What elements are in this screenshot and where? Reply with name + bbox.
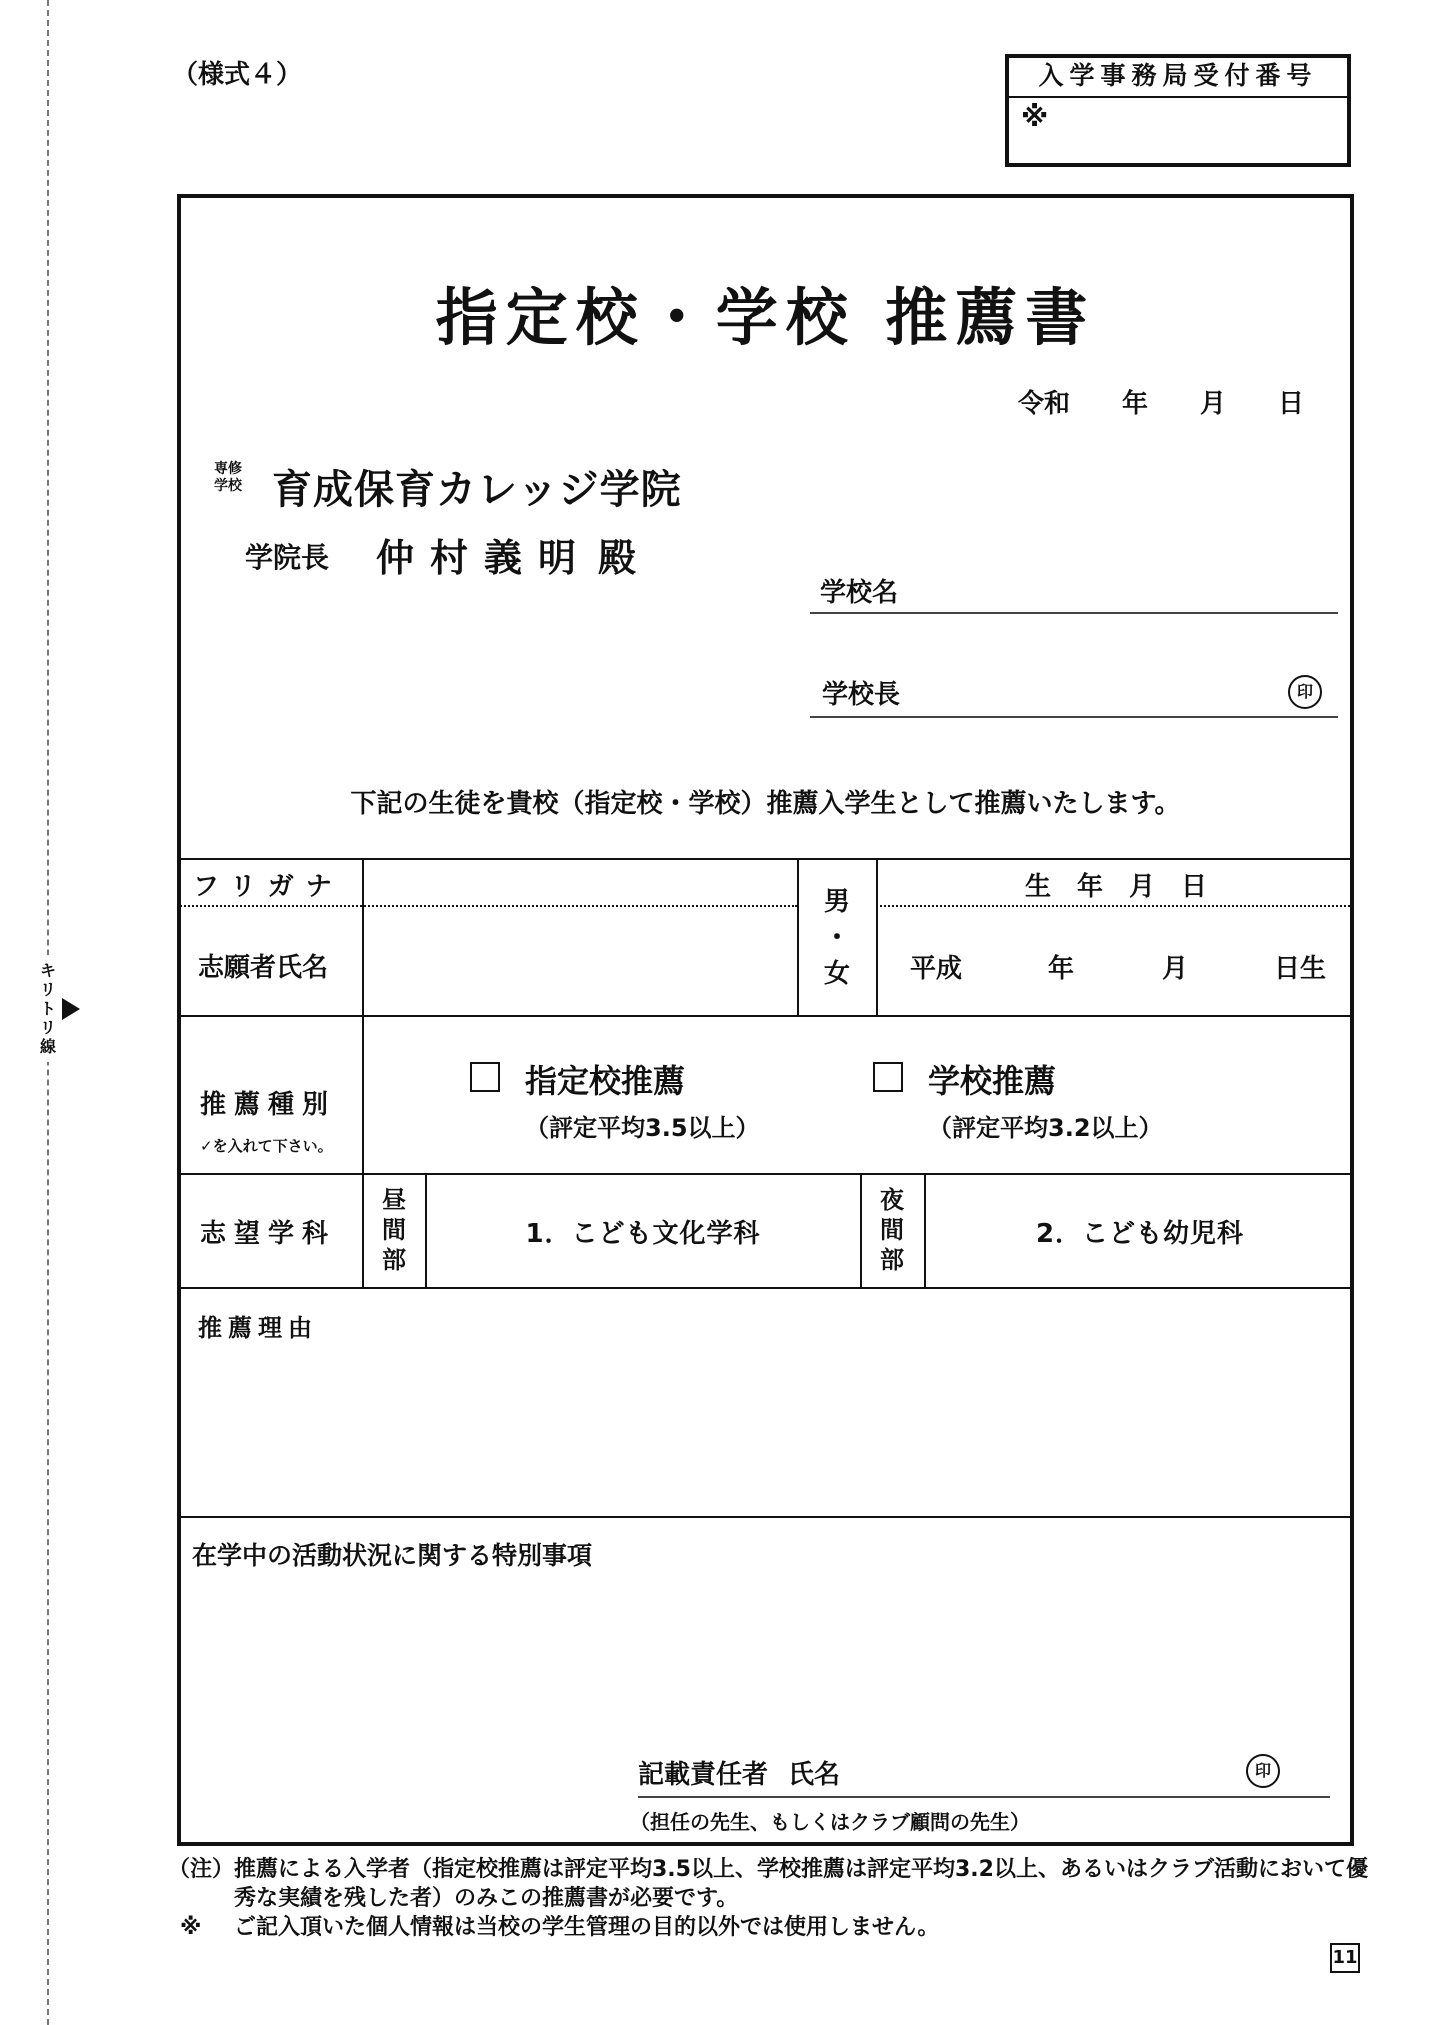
sex-selector[interactable] [799,884,875,992]
cut-line-label: キリトリ線 [36,955,60,1062]
note-mark: ※ [180,1915,202,1940]
school-type-tag [214,461,242,495]
applicant-name-label: 志願者氏名 [198,953,329,983]
day-char-2: 間 [382,1216,406,1244]
honorific: 殿 [598,536,653,580]
name-row-bottom [177,1015,1354,1017]
writer-seal-icon: 印 [1246,1754,1280,1788]
date-month: 月 [1200,389,1227,419]
night-char-2: 間 [880,1216,904,1244]
recipient-principal-name [376,527,652,582]
date-year: 年 [1122,389,1149,419]
night-char-1: 夜 [880,1186,904,1214]
writer-name-field[interactable] [638,1754,1330,1798]
night-label-left-line [860,1173,862,1287]
writer-note: （担任の先生、もしくはクラブ顧問の先生） [630,1810,1030,1834]
school-type-line1: 専修 [214,461,242,477]
note-mark: （注） [168,1857,235,1882]
recipient-school-name: 育成保育カレッジ学院 [272,467,682,513]
reason-row-bottom [177,1516,1354,1518]
note-text: 推薦による入学者（指定校推薦は評定平均3.5以上、学校推薦は評定平均3.2以上、あるいはクラブ活動において優秀な実績を残した者）のみこの推薦書が必要です。 [234,1857,1368,1911]
applicant-name-input[interactable] [364,907,796,1013]
date-day: 日 [1278,389,1305,419]
department-label: 志望学科 [200,1219,337,1249]
date-field[interactable] [1018,383,1304,420]
furigana-input[interactable] [364,860,796,904]
recommend-type-label: 推薦種別 [200,1090,337,1120]
school-type-line2: 学校 [214,478,242,494]
night-char-3: 部 [880,1246,904,1274]
birth-header: 生 年 月 日 [1024,872,1207,902]
writer-name-label: 氏名 [788,1760,841,1790]
receipt-number-box[interactable] [1005,54,1351,167]
intro-text: 下記の生徒を貴校（指定校・学校）推薦入学生として推薦いたします。 [350,789,1181,819]
school-recommend-label: 学校推薦 [928,1062,1057,1100]
designated-school-criteria: （評定平均3.5以上） [525,1114,760,1142]
sender-principal-label: 学校長 [822,680,901,710]
birth-date-field[interactable] [878,907,1354,1013]
night-division-label [878,1185,906,1275]
recommend-row-bottom [177,1173,1354,1175]
activities-label: 在学中の活動状況に関する特別事項 [192,1541,593,1570]
school-recommend-criteria: （評定平均3.2以上） [928,1114,1163,1142]
designated-school-label: 指定校推薦 [525,1062,686,1100]
department-row-bottom [177,1287,1354,1289]
sender-seal-icon: 印 [1288,675,1322,709]
notes [168,1855,1368,1942]
sex-separator: ・ [823,923,850,953]
sex-female[interactable]: 女 [823,959,850,989]
document-title: 指定校・学校 推薦書 [435,281,1096,354]
page-number: 11 [1330,1943,1360,1973]
reason-textarea[interactable] [181,1340,1350,1514]
writer-label: 記載責任者 [638,1760,769,1790]
designated-school-checkbox[interactable] [470,1062,500,1092]
sender-school-name-field[interactable] [810,572,1338,614]
day-course-option[interactable]: 1．こども文化学科 [525,1219,761,1249]
recommend-type-note: ✓を入れて下さい。 [200,1137,333,1155]
receipt-number-mark: ※ [1021,100,1049,133]
school-recommend-checkbox[interactable] [873,1062,903,1092]
note-item [168,1855,1368,1913]
recipient-principal-title: 学院長 [245,541,330,574]
day-division-label [380,1185,408,1275]
night-course-option[interactable]: 2．こども幼児科 [1035,1219,1245,1249]
sender-school-name-label: 学校名 [820,578,899,608]
date-era: 令和 [1018,389,1071,419]
birth-day-suffix: 日生 [1274,954,1327,984]
birth-year: 年 [1048,954,1075,984]
birth-era: 平成 [910,954,963,984]
day-char-1: 昼 [382,1186,406,1214]
receipt-number-label: 入学事務局受付番号 [1009,58,1347,98]
note-text: ご記入頂いた個人情報は当校の学生管理の目的以外では使用しません。 [234,1915,940,1940]
reason-label: 推薦理由 [198,1314,318,1342]
activities-textarea[interactable] [181,1570,1350,1740]
principal-name-text: 仲村義明 [376,536,593,580]
furigana-label: フリガナ [193,872,344,902]
note-item [168,1913,1368,1942]
birth-month: 月 [1162,954,1189,984]
cut-arrow-icon [62,998,80,1020]
form-id: （様式４） [172,60,303,90]
sex-male[interactable]: 男 [823,887,850,917]
sender-principal-field[interactable] [810,674,1338,718]
day-char-3: 部 [382,1246,406,1274]
